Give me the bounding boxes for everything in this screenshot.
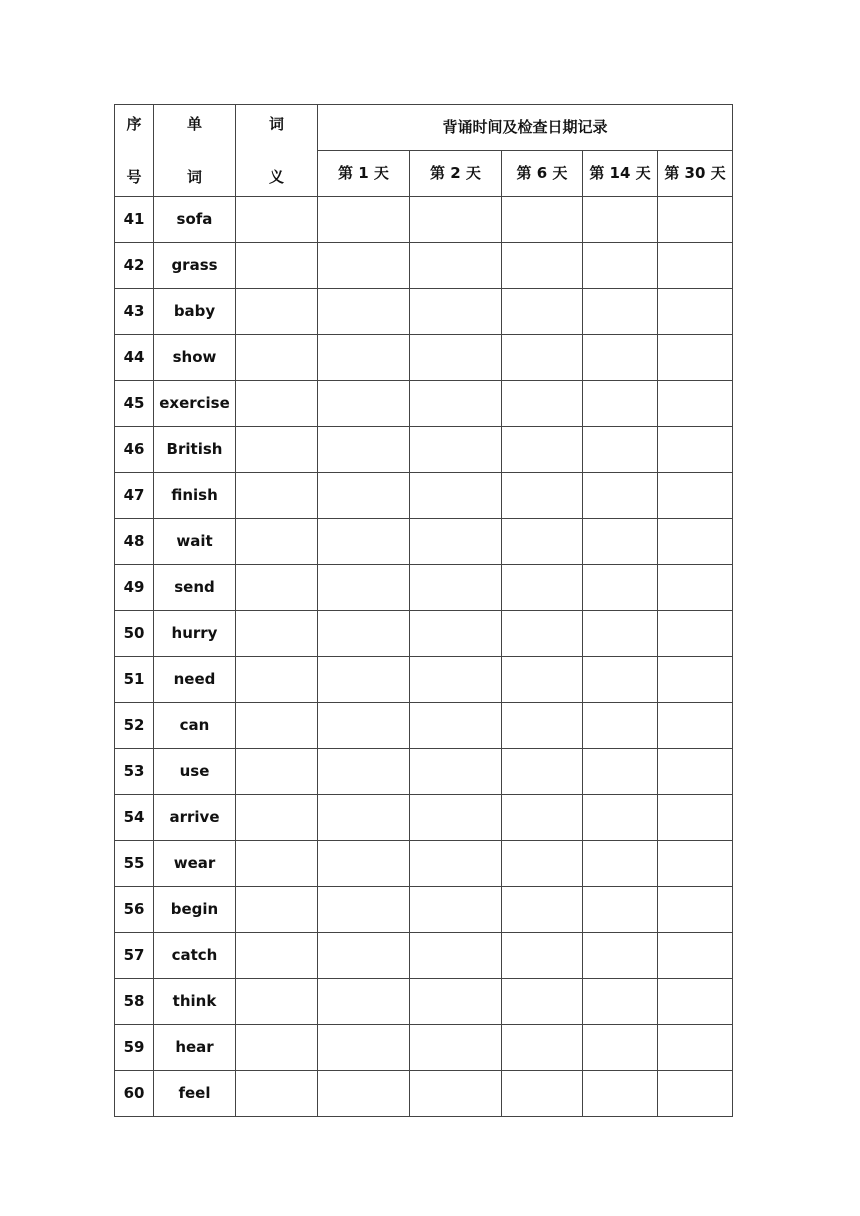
day-2-check-cell[interactable] [410, 381, 502, 427]
meaning-cell[interactable] [236, 427, 318, 473]
day-1-check-cell[interactable] [318, 289, 410, 335]
day-1-check-cell[interactable] [318, 887, 410, 933]
day-6-check-cell[interactable] [502, 841, 583, 887]
day-14-check-cell[interactable] [583, 979, 658, 1025]
day-6-check-cell[interactable] [502, 335, 583, 381]
day-6-check-cell[interactable] [502, 1025, 583, 1071]
day-14-check-cell[interactable] [583, 565, 658, 611]
day-14-check-cell[interactable] [583, 335, 658, 381]
word-header-bottom: 词 [186, 167, 202, 186]
day-1-check-cell[interactable] [318, 749, 410, 795]
day-1-check-cell[interactable] [318, 979, 410, 1025]
day-header-14: 第 14 天 [583, 151, 658, 197]
day-6-check-cell[interactable] [502, 657, 583, 703]
table-row [115, 703, 733, 749]
table-row [115, 565, 733, 611]
day-14-check-cell[interactable] [583, 611, 658, 657]
word-header-top: 单 [186, 114, 202, 133]
table-row [115, 381, 733, 427]
day-30-check-cell[interactable] [658, 749, 733, 795]
row-number: 49 [115, 565, 154, 611]
day-1-check-cell[interactable] [318, 1025, 410, 1071]
day-2-check-cell[interactable] [410, 197, 502, 243]
word-cell: hear [154, 1025, 236, 1071]
word-cell: baby [154, 289, 236, 335]
day-6-check-cell[interactable] [502, 979, 583, 1025]
day-30-check-cell[interactable] [658, 1025, 733, 1071]
day-30-check-cell[interactable] [658, 289, 733, 335]
day-6-check-cell[interactable] [502, 243, 583, 289]
day-1-check-cell[interactable] [318, 565, 410, 611]
table-row [115, 427, 733, 473]
word-cell: think [154, 979, 236, 1025]
day-30-check-cell[interactable] [658, 979, 733, 1025]
table-row [115, 243, 733, 289]
row-number: 45 [115, 381, 154, 427]
day-6-check-cell[interactable] [502, 795, 583, 841]
table-row [115, 473, 733, 519]
day-6-check-cell[interactable] [502, 473, 583, 519]
meaning-cell[interactable] [236, 979, 318, 1025]
day-14-check-cell[interactable] [583, 887, 658, 933]
day-1-check-cell[interactable] [318, 657, 410, 703]
day-14-check-cell[interactable] [583, 473, 658, 519]
day-2-check-cell[interactable] [410, 335, 502, 381]
day-30-check-cell[interactable] [658, 795, 733, 841]
table-row [115, 979, 733, 1025]
row-number: 53 [115, 749, 154, 795]
day-2-check-cell[interactable] [410, 887, 502, 933]
day-30-check-cell[interactable] [658, 519, 733, 565]
meaning-cell[interactable] [236, 381, 318, 427]
row-number: 44 [115, 335, 154, 381]
day-2-check-cell[interactable] [410, 243, 502, 289]
word-cell: wear [154, 841, 236, 887]
index-header-bottom: 号 [126, 167, 142, 186]
day-14-check-cell[interactable] [583, 1025, 658, 1071]
word-cell: exercise [154, 381, 236, 427]
day-2-check-cell[interactable] [410, 795, 502, 841]
row-number: 47 [115, 473, 154, 519]
day-header-6: 第 6 天 [502, 151, 583, 197]
day-14-check-cell[interactable] [583, 243, 658, 289]
table-row [115, 1025, 733, 1071]
day-6-check-cell[interactable] [502, 197, 583, 243]
day-2-check-cell[interactable] [410, 427, 502, 473]
day-14-check-cell[interactable] [583, 749, 658, 795]
day-30-check-cell[interactable] [658, 841, 733, 887]
row-number: 43 [115, 289, 154, 335]
day-14-check-cell[interactable] [583, 795, 658, 841]
day-1-check-cell[interactable] [318, 795, 410, 841]
meaning-cell[interactable] [236, 933, 318, 979]
row-number: 42 [115, 243, 154, 289]
table-row [115, 289, 733, 335]
row-number: 55 [115, 841, 154, 887]
day-1-check-cell[interactable] [318, 703, 410, 749]
day-6-check-cell[interactable] [502, 1071, 583, 1117]
record-title-header: 背诵时间及检查日期记录 [318, 105, 733, 151]
meaning-cell[interactable] [236, 1025, 318, 1071]
day-14-check-cell[interactable] [583, 427, 658, 473]
table-row [115, 841, 733, 887]
day-header-1: 第 1 天 [318, 151, 410, 197]
day-2-check-cell[interactable] [410, 841, 502, 887]
day-2-check-cell[interactable] [410, 611, 502, 657]
vocab-review-table [114, 104, 733, 1117]
day-30-check-cell[interactable] [658, 197, 733, 243]
meaning-cell[interactable] [236, 887, 318, 933]
meaning-cell[interactable] [236, 243, 318, 289]
day-14-check-cell[interactable] [583, 933, 658, 979]
row-number: 52 [115, 703, 154, 749]
word-cell: can [154, 703, 236, 749]
row-number: 57 [115, 933, 154, 979]
day-6-check-cell[interactable] [502, 611, 583, 657]
day-14-check-cell[interactable] [583, 657, 658, 703]
meaning-cell[interactable] [236, 795, 318, 841]
day-1-check-cell[interactable] [318, 427, 410, 473]
day-14-check-cell[interactable] [583, 519, 658, 565]
day-1-check-cell[interactable] [318, 611, 410, 657]
word-cell: grass [154, 243, 236, 289]
meaning-header [236, 105, 318, 197]
word-cell: finish [154, 473, 236, 519]
day-6-check-cell[interactable] [502, 289, 583, 335]
row-number: 48 [115, 519, 154, 565]
word-cell: sofa [154, 197, 236, 243]
meaning-cell[interactable] [236, 841, 318, 887]
meaning-header-top: 词 [268, 114, 284, 133]
day-30-check-cell[interactable] [658, 335, 733, 381]
word-cell: feel [154, 1071, 236, 1117]
meaning-cell[interactable] [236, 1071, 318, 1117]
word-cell: wait [154, 519, 236, 565]
word-cell: show [154, 335, 236, 381]
word-cell: catch [154, 933, 236, 979]
table-row [115, 611, 733, 657]
day-30-check-cell[interactable] [658, 657, 733, 703]
day-header-30: 第 30 天 [658, 151, 733, 197]
day-30-check-cell[interactable] [658, 887, 733, 933]
row-number: 46 [115, 427, 154, 473]
word-header [154, 105, 236, 197]
table-row [115, 933, 733, 979]
table-row [115, 749, 733, 795]
day-30-check-cell[interactable] [658, 473, 733, 519]
word-cell: begin [154, 887, 236, 933]
word-cell: arrive [154, 795, 236, 841]
day-2-check-cell[interactable] [410, 933, 502, 979]
day-1-check-cell[interactable] [318, 243, 410, 289]
day-2-check-cell[interactable] [410, 703, 502, 749]
day-header-2: 第 2 天 [410, 151, 502, 197]
day-6-check-cell[interactable] [502, 381, 583, 427]
day-2-check-cell[interactable] [410, 519, 502, 565]
day-14-check-cell[interactable] [583, 289, 658, 335]
row-number: 60 [115, 1071, 154, 1117]
day-30-check-cell[interactable] [658, 381, 733, 427]
day-14-check-cell[interactable] [583, 381, 658, 427]
day-2-check-cell[interactable] [410, 657, 502, 703]
row-number: 50 [115, 611, 154, 657]
day-6-check-cell[interactable] [502, 519, 583, 565]
meaning-cell[interactable] [236, 197, 318, 243]
meaning-cell[interactable] [236, 749, 318, 795]
day-2-check-cell[interactable] [410, 565, 502, 611]
row-number: 54 [115, 795, 154, 841]
day-2-check-cell[interactable] [410, 1025, 502, 1071]
table-row [115, 657, 733, 703]
meaning-cell[interactable] [236, 703, 318, 749]
meaning-cell[interactable] [236, 565, 318, 611]
table-row [115, 1071, 733, 1117]
day-1-check-cell[interactable] [318, 381, 410, 427]
index-header-top: 序 [126, 114, 142, 133]
row-number: 58 [115, 979, 154, 1025]
day-6-check-cell[interactable] [502, 933, 583, 979]
table-row [115, 887, 733, 933]
meaning-cell[interactable] [236, 289, 318, 335]
table-row [115, 795, 733, 841]
day-1-check-cell[interactable] [318, 335, 410, 381]
day-2-check-cell[interactable] [410, 1071, 502, 1117]
meaning-cell[interactable] [236, 519, 318, 565]
word-cell: send [154, 565, 236, 611]
day-2-check-cell[interactable] [410, 473, 502, 519]
day-1-check-cell[interactable] [318, 1071, 410, 1117]
word-cell: hurry [154, 611, 236, 657]
day-14-check-cell[interactable] [583, 197, 658, 243]
day-6-check-cell[interactable] [502, 427, 583, 473]
table-row [115, 519, 733, 565]
day-30-check-cell[interactable] [658, 1071, 733, 1117]
day-30-check-cell[interactable] [658, 703, 733, 749]
day-30-check-cell[interactable] [658, 427, 733, 473]
day-30-check-cell[interactable] [658, 933, 733, 979]
day-1-check-cell[interactable] [318, 519, 410, 565]
table-row [115, 335, 733, 381]
day-14-check-cell[interactable] [583, 703, 658, 749]
day-30-check-cell[interactable] [658, 243, 733, 289]
index-header [115, 105, 154, 197]
word-cell: British [154, 427, 236, 473]
day-1-check-cell[interactable] [318, 473, 410, 519]
meaning-cell[interactable] [236, 611, 318, 657]
row-number: 51 [115, 657, 154, 703]
meaning-cell[interactable] [236, 473, 318, 519]
day-2-check-cell[interactable] [410, 979, 502, 1025]
meaning-header-bottom: 义 [268, 167, 284, 186]
day-6-check-cell[interactable] [502, 887, 583, 933]
day-2-check-cell[interactable] [410, 289, 502, 335]
header-row-top [115, 105, 733, 151]
table-row [115, 197, 733, 243]
day-14-check-cell[interactable] [583, 841, 658, 887]
day-30-check-cell[interactable] [658, 611, 733, 657]
word-cell: need [154, 657, 236, 703]
day-2-check-cell[interactable] [410, 749, 502, 795]
day-6-check-cell[interactable] [502, 703, 583, 749]
word-cell: use [154, 749, 236, 795]
day-6-check-cell[interactable] [502, 565, 583, 611]
row-number: 59 [115, 1025, 154, 1071]
row-number: 41 [115, 197, 154, 243]
day-1-check-cell[interactable] [318, 841, 410, 887]
row-number: 56 [115, 887, 154, 933]
day-30-check-cell[interactable] [658, 565, 733, 611]
day-14-check-cell[interactable] [583, 1071, 658, 1117]
meaning-cell[interactable] [236, 335, 318, 381]
day-1-check-cell[interactable] [318, 933, 410, 979]
day-6-check-cell[interactable] [502, 749, 583, 795]
meaning-cell[interactable] [236, 657, 318, 703]
day-1-check-cell[interactable] [318, 197, 410, 243]
